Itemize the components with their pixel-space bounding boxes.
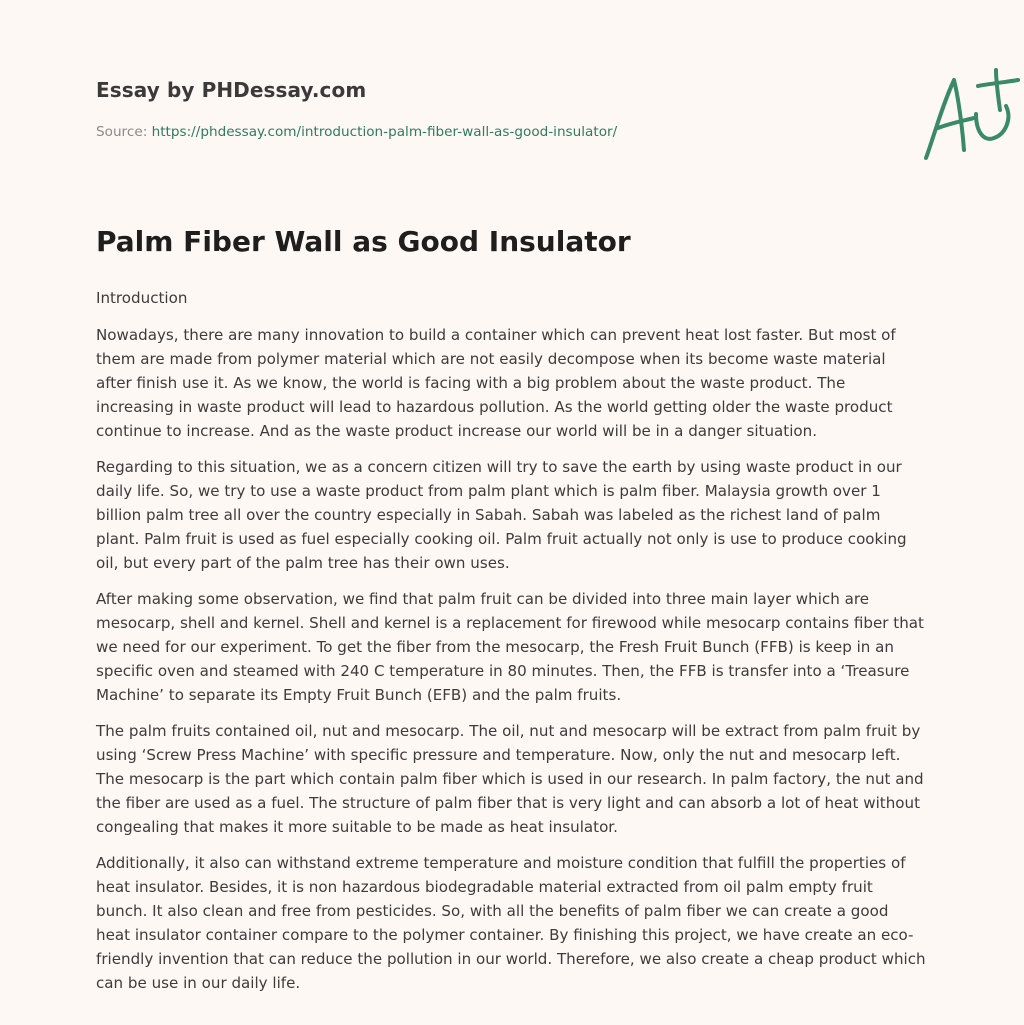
essay-title: Palm Fiber Wall as Good Insulator xyxy=(96,225,631,258)
paragraph: After making some observation, we find that palm fruit can be divided into three main layer which are mesocarp, shell and kernel. Shell and kernel is a replacement for firewood while mesocarp contains fiber that we need for our experiment. To get the fiber from the mesocarp, the Fresh Fruit Bunch (FFB) is keep in an specific oven and steamed with 240 C temperature in 80 minutes. Then, the FFB is transfer into a ‘Treasure Machine’ to separate its Empty Fruit Bunch (EFB) and the palm fruits. xyxy=(96,590,924,704)
paragraph: Additionally, it also can withstand extreme temperature and moisture condition that fulfill the properties of heat insulator. Besides, it is non hazardous biodegradable material extracted from oil palm empty fruit bunch. It also clean and free from pesticides. So, with all the benefits of palm fiber we can create a good heat insulator container compare to the polymer container. By finishing this project, we have create an eco-friendly invention that can reduce the pollution in our world. Therefore, we also create a cheap product which can be use in our daily life. xyxy=(96,854,926,992)
site-brand: Essay by PHDessay.com xyxy=(96,78,367,102)
source-label: Source: xyxy=(96,124,152,140)
source-link[interactable]: https://phdessay.com/introduction-palm-fiber-wall-as-good-insulator/ xyxy=(151,124,618,140)
section-heading: Introduction xyxy=(96,289,188,307)
essay-body xyxy=(96,286,926,1007)
a-plus-logo-icon xyxy=(918,66,1024,166)
paragraph: Regarding to this situation, we as a concern citizen will try to save the earth by using waste product in our daily life. So, we try to use a waste product from palm plant which is palm fiber. Malaysia growth over 1 billion palm tree all over the country especially in Sabah. Sabah was labeled as the richest land of palm plant. Palm fruit is used as fuel especially cooking oil. Palm fruit actually not only is use to produce cooking oil, but every part of the palm tree has their own uses. xyxy=(96,458,907,572)
paragraph: Nowadays, there are many innovation to build a container which can prevent heat lost faster. But most of them are made from polymer material which are not easily decompose when its become waste material after finish use it. As we know, the world is facing with a big problem about the waste product. The increasing in waste product will lead to hazardous pollution. As the world getting older the waste product continue to increase. And as the waste product increase our world will be in a danger situation. xyxy=(96,326,896,440)
source-line xyxy=(96,124,617,140)
paragraph: The palm fruits contained oil, nut and mesocarp. The oil, nut and mesocarp will be extract from palm fruit by using ‘Screw Press Machine’ with specific pressure and temperature. Now, only the nut and mesocarp left. The mesocarp is the part which contain palm fiber which is used in our research. In palm factory, the nut and the fiber are used as a fuel. The structure of palm fiber that is very light and can absorb a lot of heat without congealing that makes it more suitable to be made as heat insulator. xyxy=(96,722,924,836)
